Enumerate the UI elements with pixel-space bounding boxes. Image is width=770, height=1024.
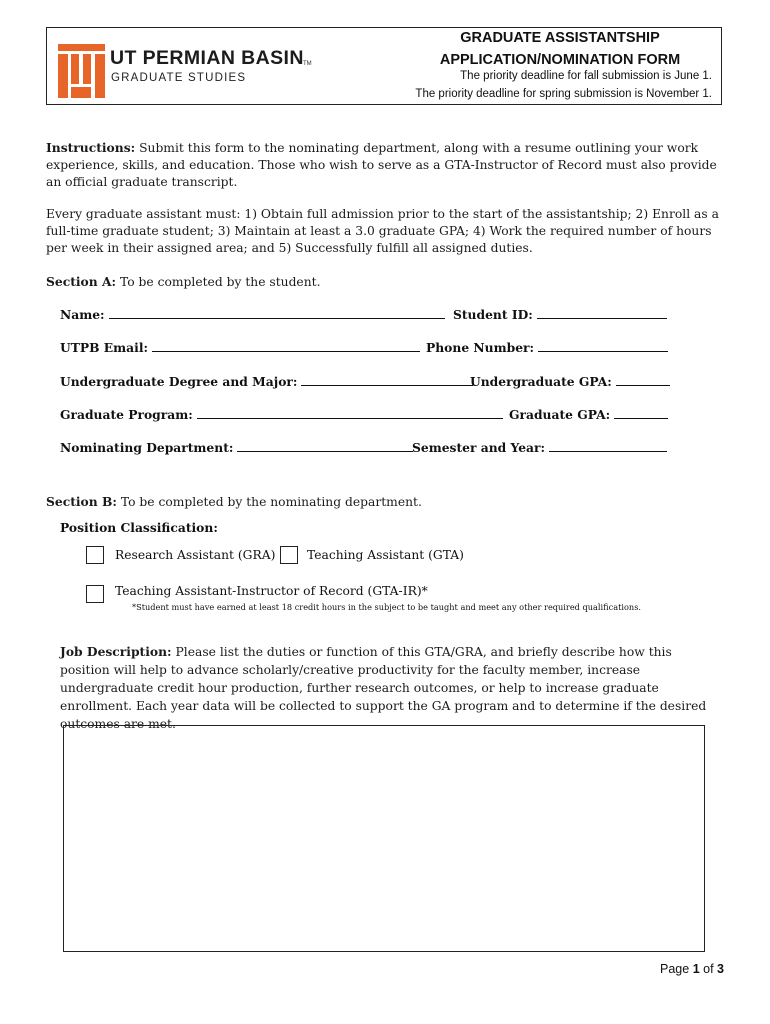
- page-current: 1: [692, 962, 700, 976]
- email-label: UTPB Email:: [60, 340, 149, 355]
- department-field[interactable]: [60, 440, 413, 455]
- ug-gpa-label: Undergraduate GPA:: [470, 374, 612, 389]
- section-b-heading: [46, 493, 726, 511]
- email-field[interactable]: [60, 340, 420, 355]
- job-description-text: Please list the duties or function of this GTA/GRA, and briefly describe how this position will help to advance scholarly/creative productivity for the faculty member, increase undergraduate credit hour production, further research outcomes, or help to increase graduate enrollment. Each year data will be collected to support the GA program and to determine if the desired outcomes are met.: [60, 645, 707, 731]
- department-label: Nominating Department:: [60, 440, 234, 455]
- section-a-text: To be completed by the student.: [119, 275, 321, 289]
- email-line[interactable]: [152, 340, 420, 352]
- gta-ir-note: *Student must have earned at least 18 credit hours in the subject to be taught and meet any other required qualifications.: [132, 602, 642, 612]
- of-word: of: [703, 962, 714, 976]
- page-total: 3: [717, 962, 724, 976]
- instructions-label: Instructions:: [46, 140, 136, 155]
- section-a-heading: [46, 273, 726, 291]
- program-label: Graduate Program:: [60, 407, 193, 422]
- grad-gpa-line[interactable]: [614, 407, 668, 419]
- section-a-label: Section A:: [46, 274, 117, 289]
- department-line[interactable]: [237, 440, 413, 452]
- instructions-text: Submit this form to the nominating department, along with a resume outlining your work experience, skills, and education. Those who wish to serve as a GTA-Instructor of Record must also provide an official graduate transcript.: [46, 141, 717, 189]
- degree-line[interactable]: [301, 374, 473, 386]
- gra-label: Research Assistant (GRA): [115, 548, 276, 562]
- instructions-paragraph: [46, 139, 726, 191]
- ug-gpa-field[interactable]: [470, 374, 670, 389]
- gta-label: Teaching Assistant (GTA): [307, 548, 464, 562]
- semester-line[interactable]: [549, 440, 667, 452]
- phone-label: Phone Number:: [426, 340, 535, 355]
- program-field[interactable]: [60, 407, 503, 422]
- program-line[interactable]: [197, 407, 503, 419]
- position-classification-label: Position Classification:: [60, 520, 218, 535]
- student-id-field[interactable]: [453, 307, 667, 322]
- logo-trademark: TM: [303, 61, 312, 67]
- ug-gpa-line[interactable]: [616, 374, 670, 386]
- form-title-line2: APPLICATION/NOMINATION FORM: [439, 52, 681, 68]
- gta-ir-label: Teaching Assistant-Instructor of Record (GTA-IR)*: [115, 584, 428, 598]
- grad-gpa-field[interactable]: [509, 407, 668, 422]
- grad-gpa-label: Graduate GPA:: [509, 407, 611, 422]
- semester-label: Semester and Year:: [412, 440, 546, 455]
- student-id-line[interactable]: [537, 307, 667, 319]
- logo-wordmark: UT PERMIAN BASIN: [110, 47, 304, 69]
- section-b-text: To be completed by the nominating department.: [120, 495, 422, 509]
- name-label: Name:: [60, 307, 105, 322]
- phone-field[interactable]: [426, 340, 668, 355]
- form-title-line1: GRADUATE ASSISTANTSHIP: [460, 30, 660, 46]
- job-description-label: Job Description:: [60, 644, 172, 659]
- gra-checkbox[interactable]: [86, 546, 104, 564]
- phone-line[interactable]: [538, 340, 668, 352]
- logo-subtitle: GRADUATE STUDIES: [111, 72, 247, 84]
- page-word: Page: [660, 962, 690, 976]
- name-line[interactable]: [109, 307, 445, 319]
- page-number: [660, 962, 724, 976]
- deadline-spring: The priority deadline for spring submission is November 1.: [415, 88, 712, 100]
- section-b-label: Section B:: [46, 494, 117, 509]
- job-description-paragraph: [60, 643, 725, 733]
- degree-label: Undergraduate Degree and Major:: [60, 374, 298, 389]
- deadline-fall: The priority deadline for fall submission is June 1.: [460, 70, 712, 82]
- job-description-box[interactable]: [63, 725, 705, 952]
- gta-checkbox[interactable]: [280, 546, 298, 564]
- gta-ir-checkbox[interactable]: [86, 585, 104, 603]
- name-field[interactable]: [60, 307, 445, 322]
- requirements-paragraph: Every graduate assistant must: 1) Obtain full admission prior to the start of the assistantship; 2) Enroll as a full-time graduate student; 3) Maintain at least a 3.0 graduate GPA; 4) Work the required number of hours per week in their assigned area; and 5) Successfully fulfill all assigned duties.: [46, 207, 719, 255]
- student-id-label: Student ID:: [453, 307, 533, 322]
- semester-field[interactable]: [412, 440, 667, 455]
- degree-field[interactable]: [60, 374, 473, 389]
